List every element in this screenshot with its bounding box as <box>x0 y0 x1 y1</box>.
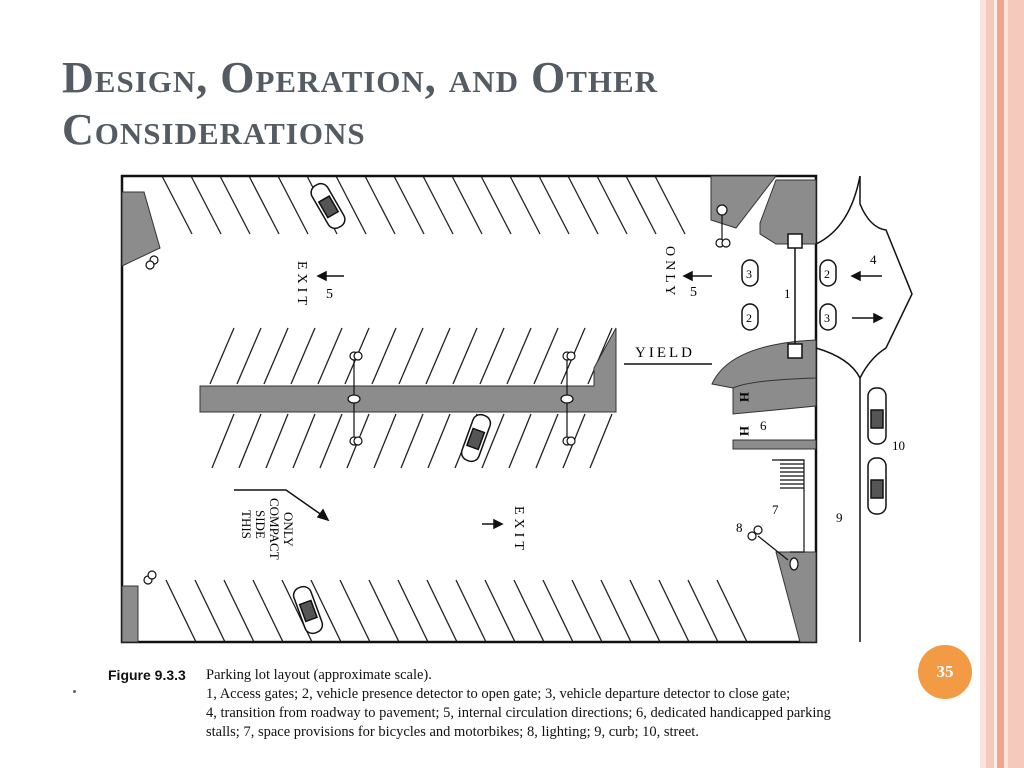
stall-line <box>210 328 234 384</box>
exit-label-bottom: EXIT <box>511 506 526 554</box>
stall-line <box>514 580 544 642</box>
label-1: 1 <box>784 286 791 301</box>
loop-label-3a: 3 <box>746 267 752 281</box>
caption-line: 4, transition from roadway to pavement; 5, internal circulation directions; 6, dedicated handicapped parking <box>206 705 831 721</box>
stall-line <box>480 328 504 384</box>
stall-line <box>401 414 423 468</box>
stall-line <box>249 176 279 234</box>
stall-line <box>568 176 598 234</box>
landscape-islands <box>122 176 816 642</box>
stall-line <box>453 328 477 384</box>
yield-label: YIELD <box>635 345 695 361</box>
stall-line <box>536 414 558 468</box>
caption-line: 1, Access gates; 2, vehicle presence detector to open gate; 3, vehicle departure detector to close gate; <box>206 686 791 702</box>
caption-line: stalls; 7, space provisions for bicycles and motorbikes; 8, lighting; 9, curb; 10, street. <box>206 724 699 740</box>
label-5-left: 5 <box>326 287 333 302</box>
stray-dot <box>73 690 76 693</box>
label-4: 4 <box>870 252 877 267</box>
stall-line <box>601 580 631 642</box>
stall-line <box>597 176 627 234</box>
stall-line <box>539 176 569 234</box>
stall-line <box>399 328 423 384</box>
stall-line <box>293 414 315 468</box>
stall-line <box>191 176 221 234</box>
stall-line <box>320 414 342 468</box>
stall-line <box>688 580 718 642</box>
stall-line <box>427 580 457 642</box>
stall-line <box>398 580 428 642</box>
stall-line <box>340 580 370 642</box>
stall-line <box>481 176 511 234</box>
stall-line <box>239 414 261 468</box>
title-line-2: Considerations <box>62 105 366 154</box>
label-6: 6 <box>760 418 767 433</box>
stall-line <box>452 176 482 234</box>
only-label: ONLY <box>662 246 677 300</box>
label-7: 7 <box>772 502 779 517</box>
stall-line <box>166 580 196 642</box>
stall-line <box>162 176 192 234</box>
stall-line <box>426 328 450 384</box>
stall-line <box>717 580 747 642</box>
stall-line <box>572 580 602 642</box>
stall-line <box>365 176 395 234</box>
label-5-right: 5 <box>690 285 697 300</box>
stall-line <box>534 328 558 384</box>
compact-line-3: SIDE <box>253 510 268 539</box>
stall-line <box>423 176 453 234</box>
loop-label-2b: 2 <box>824 267 830 281</box>
slide-title <box>62 52 962 156</box>
stall-line <box>291 328 315 384</box>
stall-line <box>224 580 254 642</box>
figure-caption-text <box>206 666 926 742</box>
street-and-entrance <box>816 176 912 642</box>
handicap-label-1: H <box>737 392 752 403</box>
stall-line <box>212 414 234 468</box>
stall-line <box>220 176 250 234</box>
label-8: 8 <box>736 520 743 535</box>
stall-line <box>278 176 308 234</box>
stall-line <box>394 176 424 234</box>
exit-label-left: EXIT <box>294 261 309 309</box>
stall-line <box>374 414 396 468</box>
compact-line-2: COMPACT <box>267 498 282 560</box>
stall-line <box>510 176 540 234</box>
stall-line <box>630 580 660 642</box>
stall-line <box>253 580 283 642</box>
stall-line <box>456 580 486 642</box>
stall-line <box>372 328 396 384</box>
decorative-side-stripes <box>980 0 1024 768</box>
stall-line <box>509 414 531 468</box>
compact-only-sign <box>239 498 296 560</box>
parking-lot-diagram <box>100 168 940 658</box>
stall-line <box>485 580 515 642</box>
stall-line <box>195 580 225 642</box>
stall-line <box>590 414 612 468</box>
handicap-label-2: H <box>737 426 752 437</box>
stall-line <box>318 328 342 384</box>
figure-caption-label: Figure 9.3.3 <box>108 667 186 683</box>
loop-label-2a: 2 <box>746 311 752 325</box>
stall-line <box>266 414 288 468</box>
stall-line <box>369 580 399 642</box>
label-9: 9 <box>836 510 843 525</box>
title-line-1: Design, Operation, and Other <box>62 53 659 102</box>
stall-line <box>543 580 573 642</box>
stall-line <box>237 328 261 384</box>
caption-line: Parking lot layout (approximate scale). <box>206 667 432 683</box>
compact-line-1: ONLY <box>281 512 296 547</box>
label-10: 10 <box>892 438 905 453</box>
loop-label-3b: 3 <box>824 311 830 325</box>
stall-line <box>655 176 685 234</box>
page-number-badge: 35 <box>918 645 972 699</box>
stall-line <box>659 580 689 642</box>
stall-line <box>626 176 656 234</box>
stall-line <box>264 328 288 384</box>
stall-line <box>507 328 531 384</box>
compact-line-4: THIS <box>239 510 254 539</box>
stall-line <box>428 414 450 468</box>
